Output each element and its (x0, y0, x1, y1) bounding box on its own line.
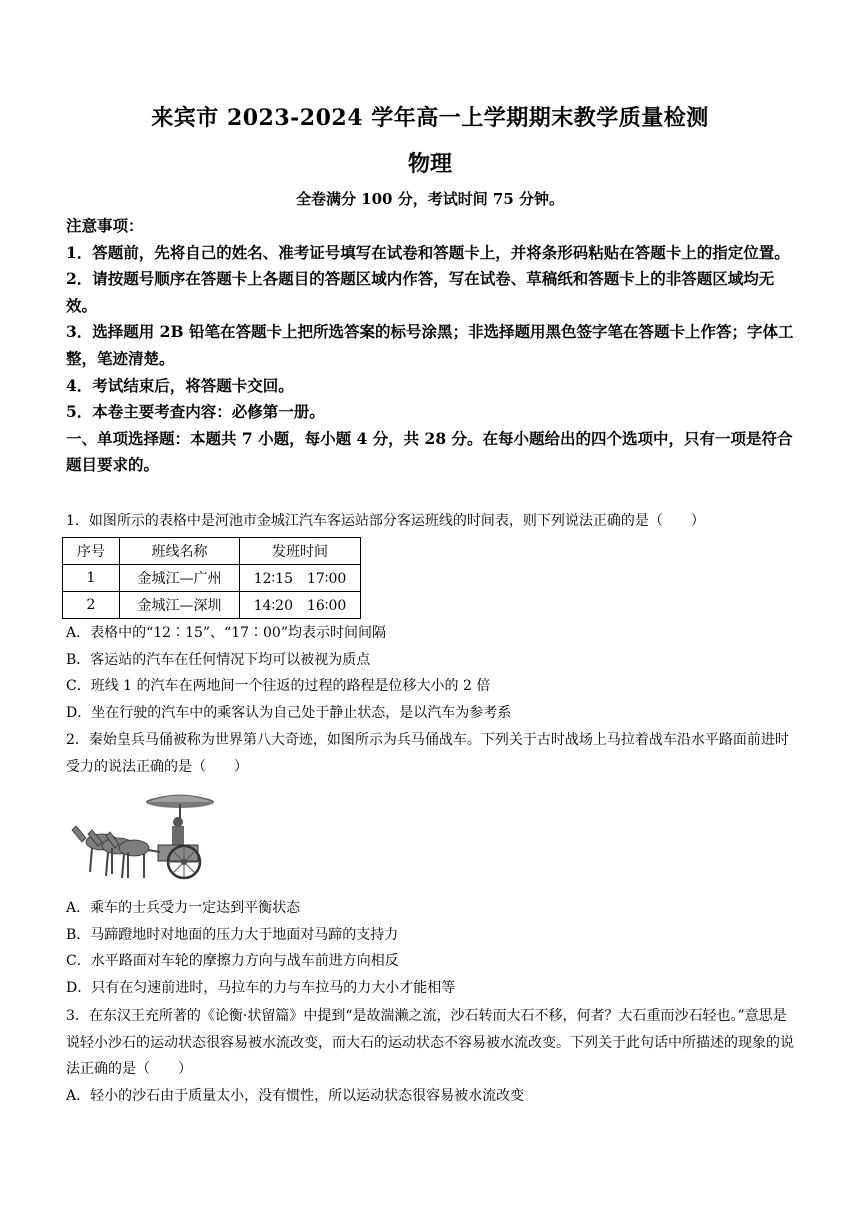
option-d: D．坐在行驶的汽车中的乘客认为自己处于静止状态，是以汽车为参考系 (66, 704, 512, 721)
table-cell: 金城江—广州 (120, 565, 240, 592)
option-b: B．客运站的汽车在任何情况下均可以被视为质点 (66, 651, 371, 668)
table-cell: 2 (63, 592, 120, 619)
table-header: 发班时间 (240, 538, 361, 565)
question-stem: 3．在东汉王充所著的《论衡·状留篇》中提到“是故湍濑之流，沙石转而大石不移，何者？大石重而沙石轻也。”意思是说轻小沙石的运动状态很容易被水流改变，而大石的运动状态不容易被水流改变。下列关于此句话中所描述的现象的说法正确的是（ ） (66, 1008, 794, 1077)
note-item: 2．请按题号顺序在答题卡上各题目的答题区域内作答，写在试卷、草稿纸和答题卡上的非答题区域均无效。 (66, 269, 775, 315)
question-1-stem (66, 508, 796, 535)
table-cell: 金城江—深圳 (120, 592, 240, 619)
option-a: A．表格中的“12∶15”、“17∶00”均表示时间间隔 (66, 625, 386, 641)
table-header: 班线名称 (120, 538, 240, 565)
question-stem: 2．秦始皇兵马俑被称为世界第八大奇迹，如图所示为兵马俑战车。下列关于古时战场上马拉着战车沿水平路面前进时受力的说法正确的是（ ） (66, 732, 789, 775)
note-item: 5．本卷主要考查内容：必修第一册。 (66, 402, 325, 422)
terracotta-chariot-image (68, 790, 218, 890)
option-c: C．班线 1 的汽车在两地间一个往返的过程的路程是位移大小的 2 倍 (66, 678, 491, 694)
subject-title: 物理 (407, 151, 452, 177)
option-c: C．水平路面对车轮的摩擦力方向与战车前进方向相反 (66, 953, 399, 969)
question-2-stem (66, 727, 796, 780)
table-cell: 12∶15 17∶00 (240, 565, 361, 592)
question-1-options (66, 620, 796, 726)
note-item: 4．考试结束后，将答题卡交回。 (66, 375, 294, 395)
schedule-table (62, 537, 361, 619)
exam-title: 来宾市 2023-2024 学年高一上学期期末教学质量检测 (151, 105, 709, 131)
table-cell: 14∶20 16∶00 (240, 592, 361, 619)
question-2-options (66, 895, 796, 1001)
section-heading: 一、单项选择题：本题共 7 小题，每小题 4 分，共 28 分。在每小题给出的四个选项中，只有一项是符合题目要求的。 (66, 428, 793, 475)
table-cell: 1 (63, 565, 120, 592)
table-row (63, 592, 361, 619)
option-b: B．马蹄蹬地时对地面的压力大于地面对马蹄的支持力 (66, 926, 399, 943)
table-header-row (63, 538, 361, 565)
table-row (63, 565, 361, 592)
question-stem: 1．如图所示的表格中是河池市金城江汽车客运站部分客运班线的时间表，则下列说法正确的是（ ） (66, 513, 705, 529)
notes-section (66, 213, 796, 479)
option-a: A．轻小的沙石由于质量太小，没有惯性，所以运动状态很容易被水流改变 (66, 1087, 525, 1104)
table-header: 序号 (63, 538, 120, 565)
option-a: A．乘车的士兵受力一定达到平衡状态 (66, 900, 301, 916)
question-3 (66, 1003, 796, 1109)
option-d: D．只有在匀速前进时，马拉车的力与车拉马的力大小才能相等 (66, 979, 456, 996)
exam-info: 全卷满分 100 分，考试时间 75 分钟。 (295, 190, 565, 208)
notes-heading: 注意事项： (66, 216, 144, 235)
note-item: 3．选择题用 2B 铅笔在答题卡上把所选答案的标号涂黑；非选择题用黑色签字笔在答题卡上作答；字体工整，笔迹清楚。 (66, 322, 794, 368)
note-item: 1．答题前，先将自己的姓名、准考证号填写在试卷和答题卡上，并将条形码粘贴在答题卡上的指定位置。 (66, 242, 790, 262)
